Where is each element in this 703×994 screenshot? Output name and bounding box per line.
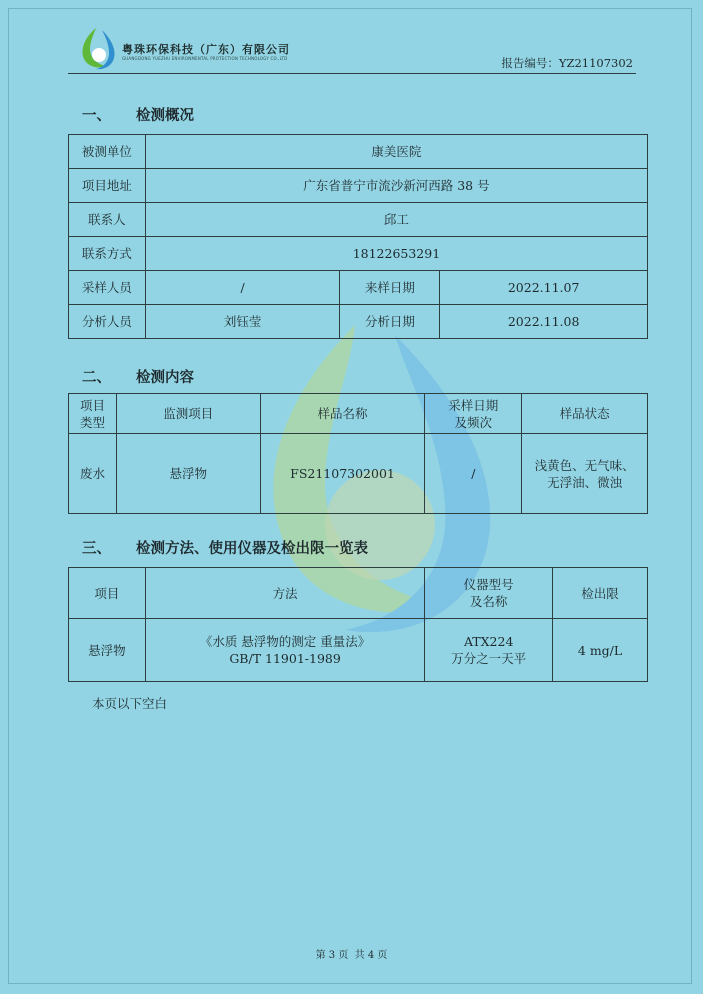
sample-name-header: 样品名称: [260, 394, 425, 434]
section2-title-text: 检测内容: [136, 369, 194, 386]
company-logo-icon: [78, 26, 118, 70]
type-value: 废水: [69, 434, 117, 514]
sample-date-label: 来样日期: [340, 271, 440, 305]
date-header-line1: 采样日期: [448, 397, 499, 413]
section3-title: [82, 537, 368, 558]
section1-number: 一、: [82, 107, 111, 124]
unit-label: 被测单位: [69, 135, 146, 169]
instrument-line1: ATX224: [463, 634, 514, 649]
method-line1: 《水质 悬浮物的测定 重量法》: [199, 634, 371, 649]
instrument-header: [425, 568, 553, 619]
date-value: /: [425, 434, 522, 514]
type-header-line1: 项目: [79, 397, 105, 413]
method-table: [68, 567, 648, 682]
analysis-date-value: 2022.11.08: [440, 305, 648, 339]
contact-label: 联系人: [69, 203, 146, 237]
item-header: 监测项目: [116, 394, 260, 434]
analyst-value: 刘钰莹: [145, 305, 340, 339]
table-row: [69, 305, 648, 339]
limit-value: 4 mg/L: [553, 619, 648, 682]
date-header-line2: 及频次: [454, 414, 493, 430]
method-item-header: 项目: [69, 568, 146, 619]
table-header-row: [69, 394, 648, 434]
sample-date-value: 2022.11.07: [440, 271, 648, 305]
table-row: [69, 434, 648, 514]
date-header: [425, 394, 522, 434]
type-header-line2: 类型: [79, 414, 105, 430]
analyst-label: 分析人员: [69, 305, 146, 339]
state-value: [522, 434, 648, 514]
blank-note: 本页以下空白: [92, 696, 168, 711]
section1-title-text: 检测概况: [136, 107, 194, 124]
table-row: [69, 135, 648, 169]
table-header-row: [69, 568, 648, 619]
page-footer: 第 3 页 共 4 页: [315, 950, 388, 961]
section3-number: 三、: [82, 540, 111, 557]
phone-value: 18122653291: [145, 237, 647, 271]
method-value: [145, 619, 424, 682]
table-row: [69, 169, 648, 203]
address-value: 广东省普宁市流沙新河西路 38 号: [145, 169, 647, 203]
instrument-header-line2: 及名称: [469, 594, 508, 609]
item-value: 悬浮物: [116, 434, 260, 514]
type-header: [69, 394, 117, 434]
section2-number: 二、: [82, 369, 111, 386]
content-table: [68, 393, 648, 514]
overview-table: [68, 134, 648, 339]
section3-title-text: 检测方法、使用仪器及检出限一览表: [136, 540, 368, 557]
state-line2: 无浮油、微浊: [547, 474, 623, 490]
sampler-value: /: [145, 271, 340, 305]
table-row: [69, 203, 648, 237]
instrument-value: [425, 619, 553, 682]
company-name-en: GUANGDONG YUEZHU ENVIRONMENTAL PROTECTION TECHNOLOGY CO.,LTD: [122, 56, 288, 61]
company-name: 粤珠环保科技（广东）有限公司: [122, 43, 290, 56]
address-label: 项目地址: [69, 169, 146, 203]
instrument-header-line1: 仪器型号: [463, 577, 514, 592]
method-line2: GB/T 11901-1989: [229, 651, 341, 666]
sampler-label: 采样人员: [69, 271, 146, 305]
state-line1: 浅黄色、无气味、: [534, 457, 635, 473]
table-row: [69, 271, 648, 305]
contact-value: 邱工: [145, 203, 647, 237]
section2-title: [82, 366, 194, 387]
analysis-date-label: 分析日期: [340, 305, 440, 339]
table-row: [69, 619, 648, 682]
report-number: 报告编号：YZ21107302: [501, 56, 633, 70]
header-divider: [68, 73, 636, 74]
instrument-line2: 万分之一天平: [451, 651, 527, 666]
state-header: 样品状态: [522, 394, 648, 434]
sample-name-value: FS21107302001: [260, 434, 425, 514]
section1-title: [82, 104, 194, 125]
limit-header: 检出限: [553, 568, 648, 619]
phone-label: 联系方式: [69, 237, 146, 271]
unit-value: 康美医院: [145, 135, 647, 169]
method-header: 方法: [145, 568, 424, 619]
table-row: [69, 237, 648, 271]
method-item-value: 悬浮物: [69, 619, 146, 682]
